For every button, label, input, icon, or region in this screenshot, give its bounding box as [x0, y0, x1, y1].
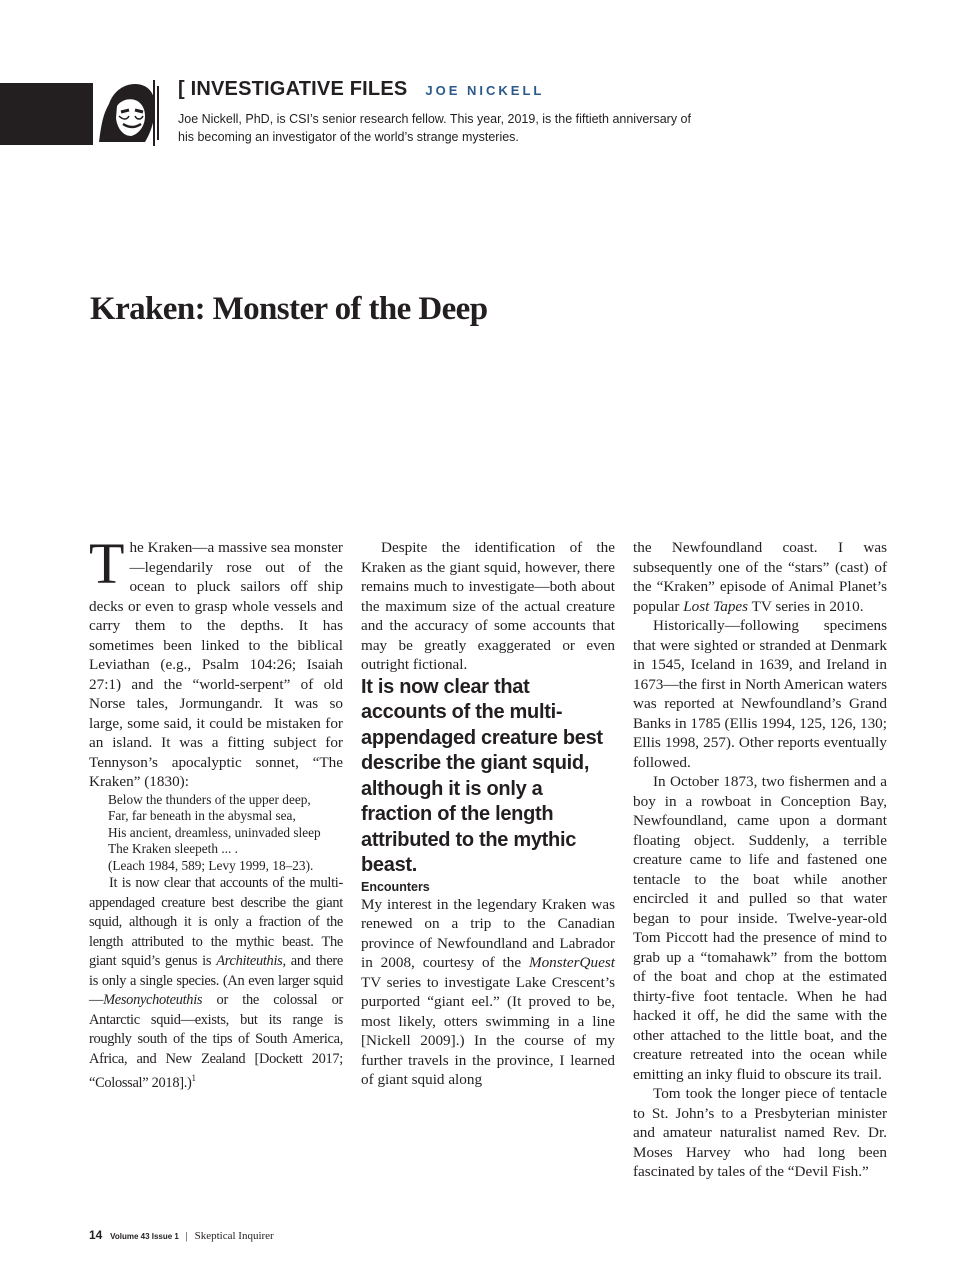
- author-portrait-icon: [93, 76, 163, 148]
- column-name: [ INVESTIGATIVE FILES: [178, 78, 408, 100]
- verse-line-1: Below the thunders of the upper deep,: [108, 791, 311, 807]
- paragraph-continued: [633, 538, 887, 616]
- author-bio-line-2: his becoming an investigator of the world’s strange mysteries.: [178, 130, 519, 144]
- intro-text: he Kraken—a massive sea monster—legendarily rose out of the ocean to pluck sailors off ship decks or even to grasp whole vessels and carry them to the depths. It has sometimes been linked to the biblical Leviathan (e.g., Psalm 104:26; Isaiah 27:1) and the “world-serpent” of old Norse tales, Jormungandr. It was so large, some said, it could be mistaken for an island. It was a fitting subject for Tennyson’s apocalyptic sonnet, “The Kraken” (1830):: [89, 539, 343, 790]
- text-column-2: [361, 538, 615, 1090]
- verse-line-2: Far, far beneath in the abysmal sea,: [108, 808, 296, 823]
- genus-name: Mesonychoteuthis: [103, 992, 203, 1008]
- page-number: 14: [89, 1228, 103, 1242]
- text-column-3: [633, 538, 887, 1182]
- author-bio: [178, 110, 738, 146]
- text-run: the Newfoundland coast. I was subsequently one of the “stars” (cast) of the “Kraken” episode of Animal Planet’s popular: [633, 539, 887, 615]
- verse-citation: (Leach 1984, 589; Levy 1999, 18–23).: [108, 857, 314, 873]
- verse-line-3: His ancient, dreamless, uninvaded sleep: [108, 824, 321, 840]
- footer-separator: |: [185, 1230, 188, 1242]
- paragraph-giant-squid: [89, 874, 343, 1093]
- text-run: TV series in 2010.: [748, 597, 864, 615]
- paragraph-tom-took: Tom took the longer piece of tentacle to St. John’s to a Presbyterian minister and amateur naturalist named Rev. Dr. Moses Harvey who had long been fascinated by tales of the “Devil Fish.”: [633, 1085, 887, 1180]
- text-run: It is now clear that accounts of the multi-appendaged creature best describe the giant squid, although it is only a fraction of the length attributed to the mythic beast. The giant squid’s genus is: [89, 875, 343, 969]
- magazine-name: Skeptical Inquirer: [194, 1230, 274, 1242]
- footnote-marker: 1: [191, 1073, 196, 1083]
- paragraph-intro: [89, 531, 343, 792]
- paragraph-despite: Despite the identification of the Kraken as the giant squid, however, there remains much to investigate—both about the maximum size of the actual creature and the accuracy of some accounts that may be greatly exaggerated or even outright fictional.: [361, 539, 615, 673]
- paragraph-historically: Historically—following specimens that were sighted or stranded at Denmark in 1545, Iceland in 1639, and Ireland in 1673—the first in North American waters was reported at Newfoundland’s Grand Banks in 1785 (Ellis 1994, 125, 126, 130; Ellis 1998, 257). Other reports eventually followed.: [633, 617, 887, 771]
- text-column-1: [89, 531, 343, 1093]
- paragraph-october-1873: In October 1873, two fishermen and a boy in a rowboat in Conception Bay, Newfoundland, came upon a dormant floating object. Suddenly, a terrible creature came to life and fastened one tentacle to the boat while another encircled it and pulled so that water began to pour inside. Twelve-year-old Tom Piccott had the presence of mind to grab up a “tomahawk” from the bottom of the boat and chop at the estimated thirty-five foot tentacle. When he had hacked it off, he did the same with the other attached to the little boat, and the creature retreated into the ocean while emitting an inky fluid to obscure its trail.: [633, 773, 887, 1083]
- pull-quote: It is now clear that accounts of the multi-appendaged creature best describe the giant squid, although it is only a fraction of the length attributed to the mythic beast.: [361, 675, 603, 876]
- drop-cap: T: [89, 531, 125, 596]
- genus-name: Architeuthis: [216, 953, 283, 969]
- text-run: My interest in the legendary Kraken was renewed on a trip to the Canadian province of Newfoundland and Labrador in 2008, courtesy of the: [361, 895, 615, 971]
- text-run: , and there is only a single species. (An even larger squid—: [89, 953, 343, 1008]
- issue-label: Volume 43 Issue 1: [110, 1232, 179, 1241]
- page-footer: [89, 1228, 274, 1242]
- text-run: or the colossal or Antarctic squid—exists, but its range is roughly south of the tips of South America, Africa, and New Zealand [Dockett 2017; “Colossal” 2018].): [89, 992, 343, 1091]
- paragraph-encounters: [361, 895, 615, 1090]
- text-run: TV series to investigate Lake Crescent’s purported “giant eel.” (It proved to be, most likely, otters swimming in a line [Nickell 2009].) In the course of my further travels in the province, I learned of giant squid along: [361, 973, 615, 1088]
- article-title: Kraken: Monster of the Deep: [90, 291, 488, 327]
- section-subhead: Encounters: [361, 879, 430, 894]
- verse-line-4: The Kraken sleepeth ... .: [108, 841, 238, 856]
- show-title: Lost Tapes: [683, 597, 749, 615]
- author-name: JOE NICKELL: [425, 83, 545, 98]
- column-heading: [178, 78, 544, 101]
- show-title: MonsterQuest: [528, 954, 615, 971]
- author-bio-line-1: Joe Nickell, PhD, is CSI’s senior research fellow. This year, 2019, is the fiftieth anniversary of: [178, 112, 691, 126]
